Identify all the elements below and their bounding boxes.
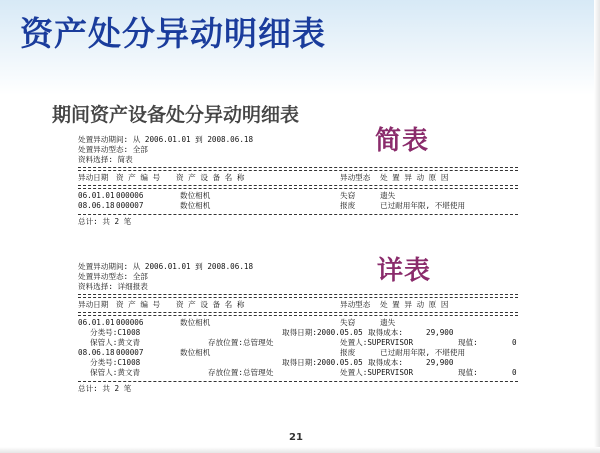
page-number: 21 xyxy=(289,432,303,443)
col-header-reason: 处 置 异 动 原 因 xyxy=(380,173,449,182)
report-param: 资料选择: 详细报表 xyxy=(78,282,148,291)
detail-report xyxy=(78,262,518,394)
cell-date: 06.01.01 xyxy=(78,191,115,200)
cell-value: 0 xyxy=(512,368,517,377)
report-total: 总计: 共 2 笔 xyxy=(78,384,132,393)
cell-type: 报废 xyxy=(340,201,356,210)
footer-rule xyxy=(78,381,518,382)
report-param: 处置异动期间: 从 2006.01.01 到 2008.06.18 xyxy=(78,135,254,144)
slide-shadow-bottom xyxy=(0,447,600,453)
table-header xyxy=(78,173,518,183)
cell-type: 失窃 xyxy=(340,191,356,200)
col-header-name: 资 产 设 备 名 称 xyxy=(176,173,245,182)
col-header-code: 资 产 编 号 xyxy=(116,300,161,309)
report-param: 处置异动型态: 全部 xyxy=(78,145,148,154)
report-param: 资料选择: 简表 xyxy=(78,155,133,164)
col-header-type: 异动型态 xyxy=(340,173,371,182)
cell-date: 08.06.18 xyxy=(78,201,115,210)
col-header-code: 资 产 编 号 xyxy=(116,173,161,182)
table-row xyxy=(78,348,518,358)
detail-tag: 详表 xyxy=(377,256,432,286)
table-row xyxy=(78,191,518,201)
cell-reason: 遗失 xyxy=(380,191,396,200)
cell-code: 000007 xyxy=(116,348,144,357)
cell-reason: 遗失 xyxy=(380,318,396,327)
cell-acquired: 取得日期:2000.05.05 xyxy=(282,328,363,337)
cell-location: 存放位置:总管理处 xyxy=(208,368,274,377)
cell-code: 000006 xyxy=(116,191,144,200)
cell-reason: 已过耐用年限, 不堪使用 xyxy=(380,201,466,210)
report-param: 处置异动期间: 从 2006.01.01 到 2008.06.18 xyxy=(78,262,254,271)
col-header-name: 资 产 设 备 名 称 xyxy=(176,300,245,309)
cell-name: 数位相机 xyxy=(180,348,211,357)
detail-row xyxy=(78,328,518,338)
cell-reason: 已过耐用年限, 不堪使用 xyxy=(380,348,466,357)
table-row xyxy=(78,318,518,328)
report-total: 总计: 共 2 笔 xyxy=(78,217,132,226)
cell-cost: 29,900 xyxy=(426,358,454,367)
slide-title: 资产处分异动明细表 xyxy=(20,14,326,53)
header-rule xyxy=(78,312,518,316)
header-rule xyxy=(78,167,518,171)
brief-report xyxy=(78,135,518,227)
detail-row xyxy=(78,358,518,368)
cell-date: 06.01.01 xyxy=(78,318,115,327)
cell-cost: 29,900 xyxy=(426,328,454,337)
cell-custodian: 保管人:黄文青 xyxy=(90,368,141,377)
cell-category: 分类号:C1008 xyxy=(90,358,141,367)
slide-shadow-right xyxy=(594,0,600,453)
col-header-date: 异动日期 xyxy=(78,173,109,182)
col-header-reason: 处 置 异 动 原 因 xyxy=(380,300,449,309)
cell-disposer: 处置人:SUPERVISOR xyxy=(340,368,414,377)
cell-code: 000006 xyxy=(116,318,144,327)
cell-code: 000007 xyxy=(116,201,144,210)
header-rule xyxy=(78,185,518,189)
cell-acquired: 取得日期:2000.05.05 xyxy=(282,358,363,367)
cell-disposer: 处置人:SUPERVISOR xyxy=(340,338,414,347)
cell-value-label: 现值: xyxy=(458,338,478,347)
table-header xyxy=(78,300,518,310)
cell-type: 报废 xyxy=(340,348,356,357)
cell-type: 失窃 xyxy=(340,318,356,327)
col-header-date: 异动日期 xyxy=(78,300,109,309)
footer-rule xyxy=(78,214,518,215)
col-header-type: 异动型态 xyxy=(340,300,371,309)
table-row xyxy=(78,201,518,211)
cell-category: 分类号:C1008 xyxy=(90,328,141,337)
cell-location: 存放位置:总管理处 xyxy=(208,338,274,347)
header-rule xyxy=(78,294,518,298)
cell-value: 0 xyxy=(512,338,517,347)
cell-name: 数位相机 xyxy=(180,191,211,200)
cell-cost-label: 取得成本: xyxy=(368,358,403,367)
detail-row xyxy=(78,338,518,348)
report-param: 处置异动型态: 全部 xyxy=(78,272,148,281)
cell-name: 数位相机 xyxy=(180,201,211,210)
cell-cost-label: 取得成本: xyxy=(368,328,403,337)
document-title: 期间资产设备处分异动明细表 xyxy=(52,104,300,126)
brief-tag: 简表 xyxy=(375,126,430,156)
cell-name: 数位相机 xyxy=(180,318,211,327)
cell-value-label: 现值: xyxy=(458,368,478,377)
detail-row xyxy=(78,368,518,378)
cell-date: 08.06.18 xyxy=(78,348,115,357)
cell-custodian: 保管人:黄文青 xyxy=(90,338,141,347)
